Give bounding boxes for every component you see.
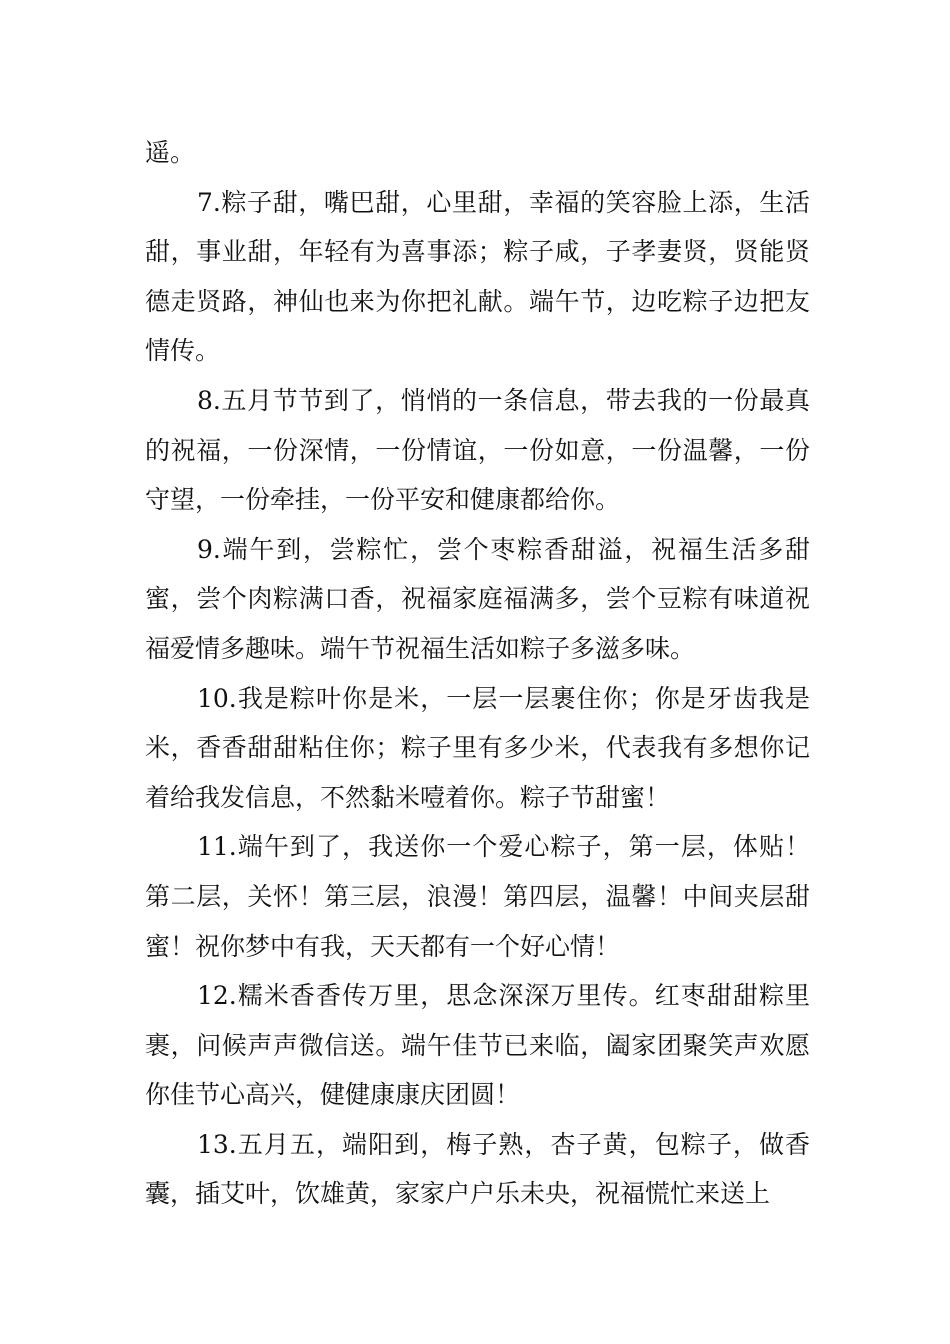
body-text [145, 128, 810, 1219]
paragraph-item-9: 9.端午到，尝粽忙，尝个枣粽香甜溢，祝福生活多甜蜜，尝个肉粽满口香，祝福家庭福满多，尝个豆粽有味道祝福爱情多趣味。端午节祝福生活如粽子多滋多味。 [145, 534, 810, 663]
paragraph-item-12: 12.糯米香香传万里，思念深深万里传。红枣甜甜粽里裹，问候声声微信送。端午佳节已来临，阖家团聚笑声欢愿你佳节心高兴，健健康康庆团圆！ [145, 981, 810, 1110]
paragraph-item-10: 10.我是粽叶你是米，一层一层裹住你；你是牙齿我是米，香香甜甜粘住你；粽子里有多少米，代表我有多想你记着给我发信息，不然黏米噎着你。粽子节甜蜜！ [145, 683, 810, 812]
paragraph-continuation: 遥。 [145, 138, 196, 167]
paragraph-item-13: 13.五月五，端阳到，梅子熟，杏子黄，包粽子，做香囊，插艾叶，饮雄黄，家家户户乐未央，祝福慌忙来送上 [145, 1129, 810, 1209]
paragraph-item-11: 11.端午到了，我送你一个爱心粽子，第一层，体贴！第二层，关怀！第三层，浪漫！第四层，温馨！中间夹层甜蜜！祝你梦中有我，天天都有一个好心情！ [145, 832, 810, 961]
paragraph-item-8: 8.五月节节到了，悄悄的一条信息，带去我的一份最真的祝福，一份深情，一份情谊，一份如意，一份温馨，一份守望，一份牵挂，一份平安和健康都给你。 [145, 385, 810, 515]
paragraph-item-7: 7.粽子甜，嘴巴甜，心里甜，幸福的笑容脸上添，生活甜，事业甜，年轻有为喜事添；粽子咸，子孝妻贤，贤能贤德走贤路，神仙也来为你把礼献。端午节，边吃粽子边把友情传。 [145, 187, 810, 366]
